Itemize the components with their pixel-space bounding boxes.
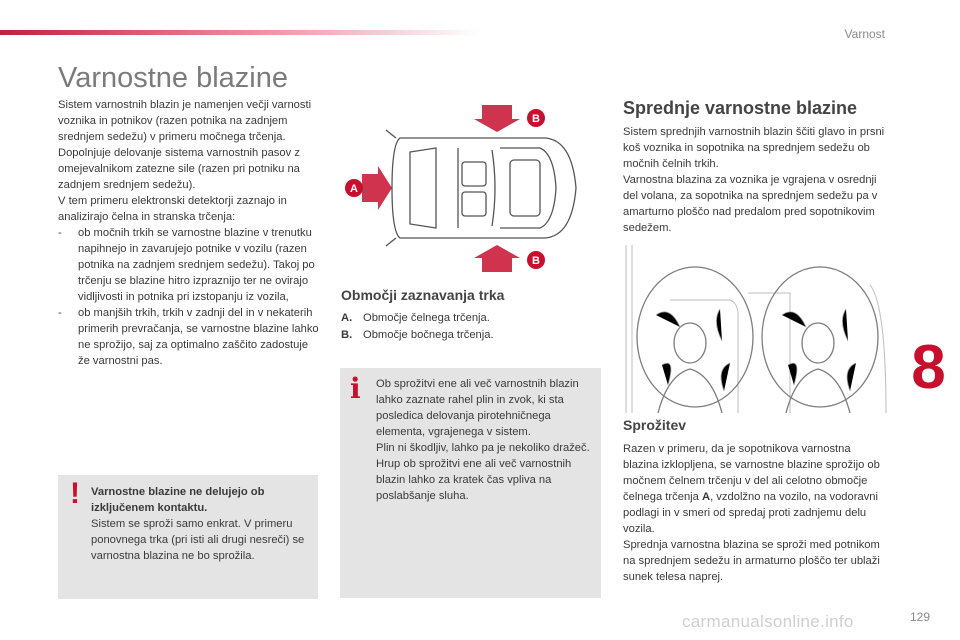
- front-airbag-illustration: [620, 245, 890, 413]
- impact-zones-diagram: [340, 100, 600, 275]
- warning-icon: !: [70, 477, 80, 510]
- info-box: [340, 368, 601, 598]
- warning-text: Varnostne blazine ne delujejo ob izključenem kontaktu. Sistem se sproži samo enkrat. V primeru ponovnega trka (pri isti ali drugi nesreči) se varnostna blazina ne bo sprožila.: [91, 486, 305, 562]
- info-text: Ob sprožitvi ene ali več varnostnih blazin lahko zaznate rahel plin in zvok, ki sta posledica delovanja pirotehničnega elementa, vgrajenega v sistem. Plin ni škodljiv, lahko pa je nekoliko dražeč. Hrup ob sprožitvi ene ali več varnostnih blazin lahko za kratek čas vpliva na poslabšanje sluha.: [376, 378, 590, 502]
- intro-bullet: - ob manjših trkih, trkih v zadnji del in v nekaterih primerih prevračanja, se varnostne blazine lahko ne sprožijo, saj za optimalno zaščito zadostuje že varnostni pas.: [58, 307, 319, 367]
- svg-text:B: B: [532, 255, 540, 267]
- info-icon: i: [350, 372, 361, 405]
- warning-box: [58, 475, 318, 599]
- header-accent-bar: [0, 30, 480, 35]
- intro-text: [58, 97, 320, 369]
- zone-item: A. Območje čelnega trčenja.: [341, 312, 490, 324]
- intro-paragraph-1: Sistem varnostnih blazin je namenjen večji varnosti voznika in potnikov (razen potnika na zadnjem srednjem sedežu) v primeru močnega trčenja. Dopolnjuje delovanje sistema varnostnih pasov z omejevalnikom zatezne sile (razen pri potniku na zadnjem srednjem sedežu).: [58, 99, 312, 191]
- page-number: 129: [910, 610, 931, 624]
- section-label: Varnost: [844, 27, 885, 41]
- zone-item: B. Območje bočnega trčenja.: [341, 329, 494, 341]
- front-airbags-text: Sistem sprednjih varnostnih blazin ščiti glavo in prsni koš voznika in sopotnika na sprednjem sedežu ob močnih čelnih trkih. Varnostna blazina za voznika je vgrajena v osrednji del volana, za sopotnika na sprednjem sedežu pa v amarturno ploščo nad predalom pred sopotnikovim sedežem.: [623, 126, 885, 234]
- zones-list: [341, 310, 494, 344]
- front-airbags-heading: Sprednje varnostne blazine: [623, 98, 858, 118]
- page-title: Varnostne blazine: [58, 62, 289, 94]
- svg-text:B: B: [532, 113, 540, 125]
- svg-text:A: A: [350, 183, 358, 195]
- watermark: carmanualsonline.info: [682, 612, 854, 631]
- deployment-heading: Sprožitev: [623, 417, 687, 433]
- intro-paragraph-2: V tem primeru elektronski detektorji zaznajo in analizirajo čelna in stranska trčenja:: [58, 195, 287, 223]
- intro-bullet: - ob močnih trkih se varnostne blazine v trenutku napihnejo in zavarujejo potnike v vozilu (razen potnika na zadnjem srednjem sedežu). Takoj po trčenju se blazine hitro izpraznijo ter ne ovirajo vidljivosti in potnika pri izstopanju iz vozila,: [58, 227, 315, 303]
- deployment-text: Razen v primeru, da je sopotnikova varnostna blazina izklopljena, se varnostne blazine sprožijo ob močnem čelnem trčenju v del ali celotno območje čelnega trčenja A, vzdolžno na vozilo, na vodoravni podlagi in v smeri od spredaj proti zadnjemu delu vozila. Sprednja varnostna blazina se sproži med potnikom na sprednjem sedežu in armaturno ploščo ter ublaži sunek telesa naprej.: [623, 443, 880, 583]
- zones-heading: Območji zaznavanja trka: [341, 287, 505, 303]
- chapter-number: 8: [911, 333, 946, 402]
